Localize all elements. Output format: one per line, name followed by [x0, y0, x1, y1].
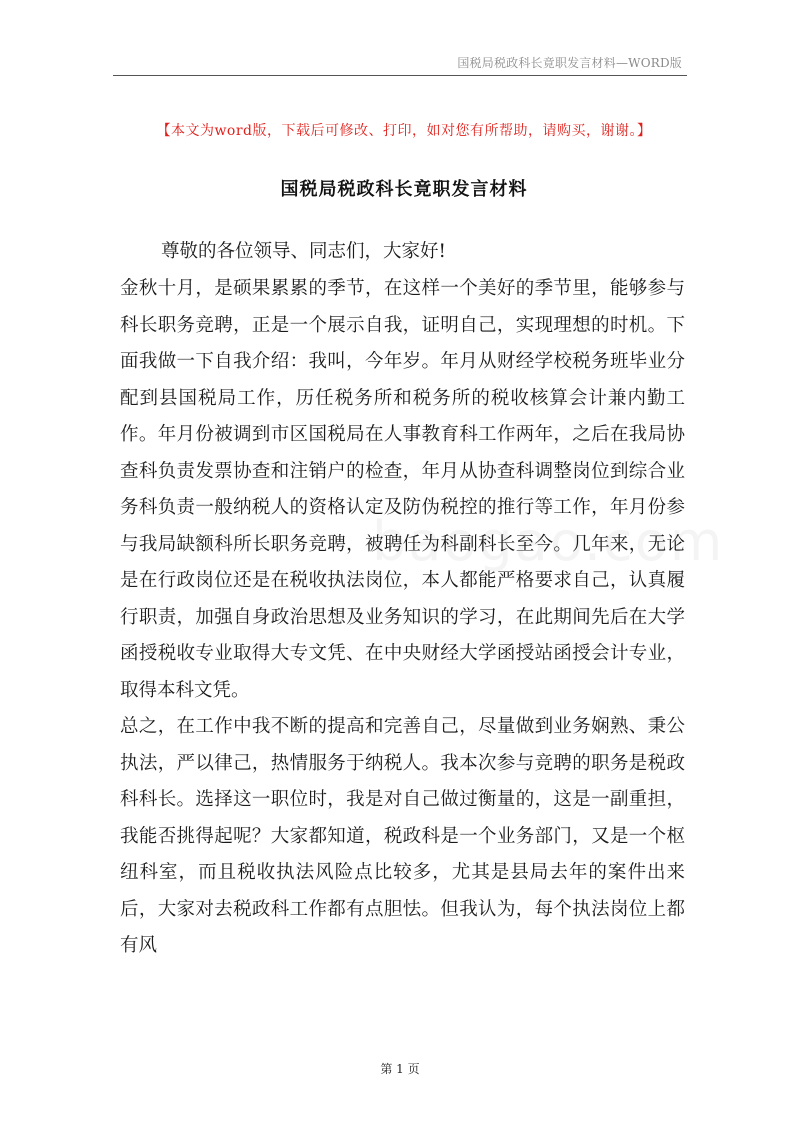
download-notice: 【本文为word版，下载后可修改、打印，如对您有所帮助，请购买，谢谢。】 [156, 123, 652, 139]
page-number: 第 1 页 [380, 1062, 420, 1076]
body-paragraph-1: 金秋十月，是硕果累累的季节，在这样一个美好的季节里，能够参与科长职务竞聘，正是一个展示自我，证明自己，实现理想的时机。下面我做一下自我介绍：我叫，今年岁。年月从财经学校税务班毕业分配到县国税局工作，历任税务所和税务所的税收核算会计兼内勤工作。年月份被调到市区国税局在人事教育科工作两年，之后在我局协查科负责发票协查和注销户的检查，年月从协查科调整岗位到综合业务科负责一般纳税人的资格认定及防伪税控的推行等工作，年月份参与我局缺额科所长职务竞聘，被聘任为科副科长至今。几年来，无论是在行政岗位还是在税收执法岗位，本人都能严格要求自己，认真履行职责，加强自身政治思想及业务知识的学习，在此期间先后在大学函授税收专业取得大专文凭、在中央财经大学函授站函授会计专业，取得本科文凭。 [120, 278, 685, 701]
document-title: 国税局税政科长竟职发言材料 [280, 179, 528, 200]
greeting-line: 尊敬的各位领导、同志们，大家好! [161, 241, 446, 262]
body-paragraph-2: 总之，在工作中我不断的提高和完善自己，尽量做到业务娴熟、秉公执法，严以律己，热情服务于纳税人。我本次参与竞聘的职务是税政科科长。选择这一职位时，我是对自己做过衡量的，这是一副重担，我能否挑得起呢？大家都知道，税政科是一个业务部门，又是一个枢纽科室，而且税收执法风险点比较多，尤其是县局去年的案件出来后，大家对去税政科工作都有点胆怯。但我认为，每个执法岗位上都有风 [120, 716, 685, 956]
document-body [120, 234, 685, 965]
header-divider [113, 75, 687, 76]
running-header: 国税局税政科长竟职发言材料—WORD版 [457, 56, 682, 70]
